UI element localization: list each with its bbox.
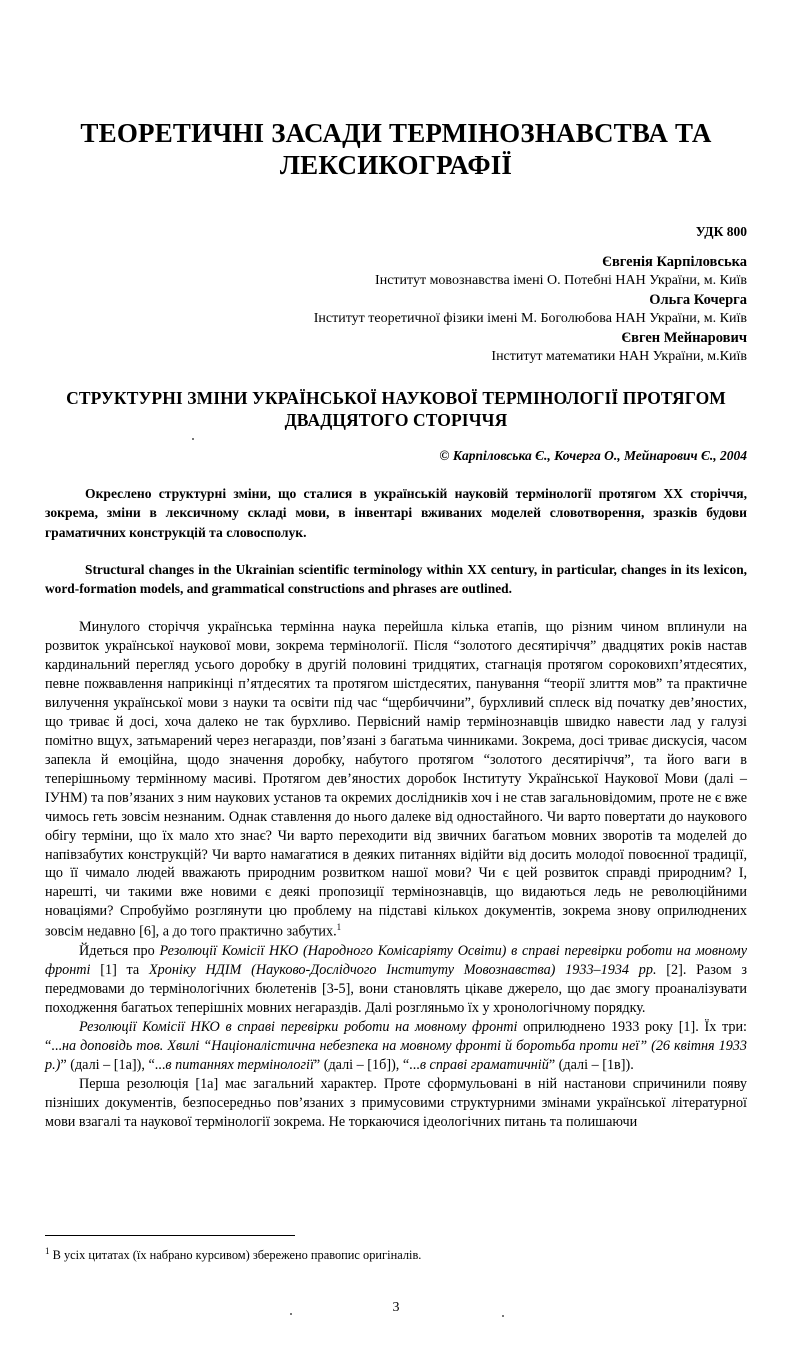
p2-seg-1: Йдеться про (79, 943, 160, 960)
udk-code: УДК 800 (695, 223, 747, 239)
author-name: Ольга Кочерга (649, 291, 747, 308)
abstract-english: Structural changes in the Ukrainian scientific terminology within XX century, in particular, changes in its lexicon, word-formation models, and grammatical constructions and phrases are outlined. (45, 562, 747, 597)
p3-seg-8: ” (далі – [1в]). (548, 1056, 634, 1073)
p3-seg-6: ” (далі – [1б]), “... (313, 1056, 420, 1073)
footnote-text: В усіх цитатах (їх набрано курсивом) збережено правопис оригіналів. (52, 1247, 422, 1262)
author-affiliation: Інститут математики НАН України, м.Київ (491, 348, 747, 364)
page-number: 3 (392, 1300, 400, 1315)
author-affiliation: Інститут теоретичної фізики імені М. Боголюбова НАН України, м. Київ (313, 310, 747, 326)
author-affiliation: Інститут мовознавства імені О. Потебні НАН України, м. Київ (375, 273, 747, 288)
author-name: Євгенія Карпіловська (602, 253, 747, 270)
p2-seg-2: Резолюції Комісії НКО (Народного Комісаріяту Освіти) в справі перевірки роботи на мовному фронті (45, 943, 747, 978)
article-title: СТРУКТУРНІ ЗМІНИ УКРАЇНСЬКОЇ НАУКОВОЇ ТЕРМІНОЛОГІЇ ПРОТЯГОМ ДВАДЦЯТОГО СТОРІЧЧЯ (66, 388, 726, 431)
p3-seg-4: ” (далі – [1а]), “... (60, 1056, 166, 1073)
p2-seg-4: Хроніку НДІМ (Науково-Дослідчого Інституту Мовознавства) 1933–1934 рр. (149, 961, 657, 978)
p2-seg-5: [2]. Разом з передмовами до термінологічних бюлетенів [3-5], вони становлять цікаве джерело, що дає змогу проаналізувати походження багатьох теперішніх мовних негараздів. Далі розгляньмо їх у хронологічному порядку. (45, 961, 747, 1016)
section-heading: ТЕОРЕТИЧНІ ЗАСАДИ ТЕРМІНОЗНАВСТВА ТА ЛЕКСИКОГРАФІЇ (80, 118, 712, 180)
p3-seg-3: на доповідь тов. Хвилі “Націоналістична небезпека на мовному фронті й боротьба проти неї” (26 квітня 1933 р.) (45, 1037, 747, 1073)
footnote-separator (45, 1235, 295, 1236)
body-paragraph-4: Перша резолюція [1а] має загальний характер. Проте сформульовані в ній настанови спричинили появу пізніших документів, безпосередньо пов’язаних з примусовими структурними змінами української літературної мови взагалі та наукової термінології зокрема. Не торкаючися ідеологічних питань та полишаючи (45, 1075, 747, 1130)
copyright-line: © Карпіловська Є., Кочерга О., Мейнарович Є., 2004 (439, 448, 747, 464)
scan-artifact-dot (192, 438, 194, 440)
p3-seg-7: в справі граматичній (419, 1056, 549, 1073)
body-paragraph-1 (45, 618, 747, 942)
p2-seg-3: [1] та (90, 961, 149, 978)
paragraph-1-text: Минулого сторіччя українська термінна наука перейшла кілька етапів, що різним чином вплинули на розвиток української наукової мови, зокрема термінології. Після “золотого десятиріччя” двадцятих років настав кардинальний перегляд усього доробку в другій половині тридцятих, стагнація протягом сороковихп’ятдесятих, певне пожвавлення наприкінці п’ятдесятих та протягом шістдесятих, панування “теорії злиття мов” та практичне вилучення української мови з науки та освіти під час “щербиччини”, бурхливий сплеск від початку дев’яностих, що триває й досі, хоча далеко не так бурхливо. Первісний намір термінознавців швидко навести лад у галузі помітно вщух, затьмарений через негаразди, пов’язані з багатьма чинниками. Зокрема, досі триває дискусія, часом запекла й емоційна, щодо значення доробку, набутого протягом “золотого десятиріччя”, та його ваги в теперішньому термінному масиві. Протягом дев’яностих доробок Інституту Української Наукової Мови (далі – ІУНМ) та пов’язаних з ним наукових установ та окремих дослідників хоч і не став загальновідомим, проте не є вже чимось геть зовсім незнаним. Однак ставлення до нього далеке від одностайного. Чи варто повертати до наукового обігу терміни, що їх мало хто знає? Чи варто переходити від звичних багатьом мовних зворотів та моделей до напівзабутих конструкцій? Чи варто намагатися в деяких питаннях відійти від досить молодої повоєнної традиції, що її чимало людей вважають природним розвитком нашої мови? Чи є цей розвиток справді природним? І, нарешті, чи такими вже новими є деякі пропозиції термінознавців, що видаються ледь не революційними новаціями? Спробуймо розглянути цю проблему на підставі кількох документів, зокрема знову оприлюднених зовсім недавно [6], а до того практично забутих. (45, 619, 747, 941)
abstract-ukrainian: Окреслено структурні зміни, що сталися в українській науковій термінології протягом ХХ сторіччя, зокрема, зміни в лексичному складі мови, в інвентарі вживаних моделей словотворення, зразків будови граматичних конструкцій та словосполук. (45, 486, 747, 540)
p3-seg-5: в питаннях термінології (165, 1056, 314, 1073)
p3-seg-1: Резолюції Комісії НКО в справі перевірки роботи на мовному фронті (79, 1018, 518, 1035)
article-body (45, 618, 747, 1131)
footnote-marker: 1 (45, 1245, 50, 1256)
author-block (45, 253, 747, 367)
document-page (0, 118, 792, 1358)
author-name: Євген Мейнарович (621, 329, 747, 346)
body-paragraph-3 (45, 1018, 747, 1075)
footnote (45, 1246, 745, 1263)
body-paragraph-2 (45, 942, 747, 1018)
footnote-reference: 1 (336, 922, 342, 933)
p3-seg-2: оприлюднено 1933 року [1]. Їх три: “... (45, 1018, 747, 1054)
